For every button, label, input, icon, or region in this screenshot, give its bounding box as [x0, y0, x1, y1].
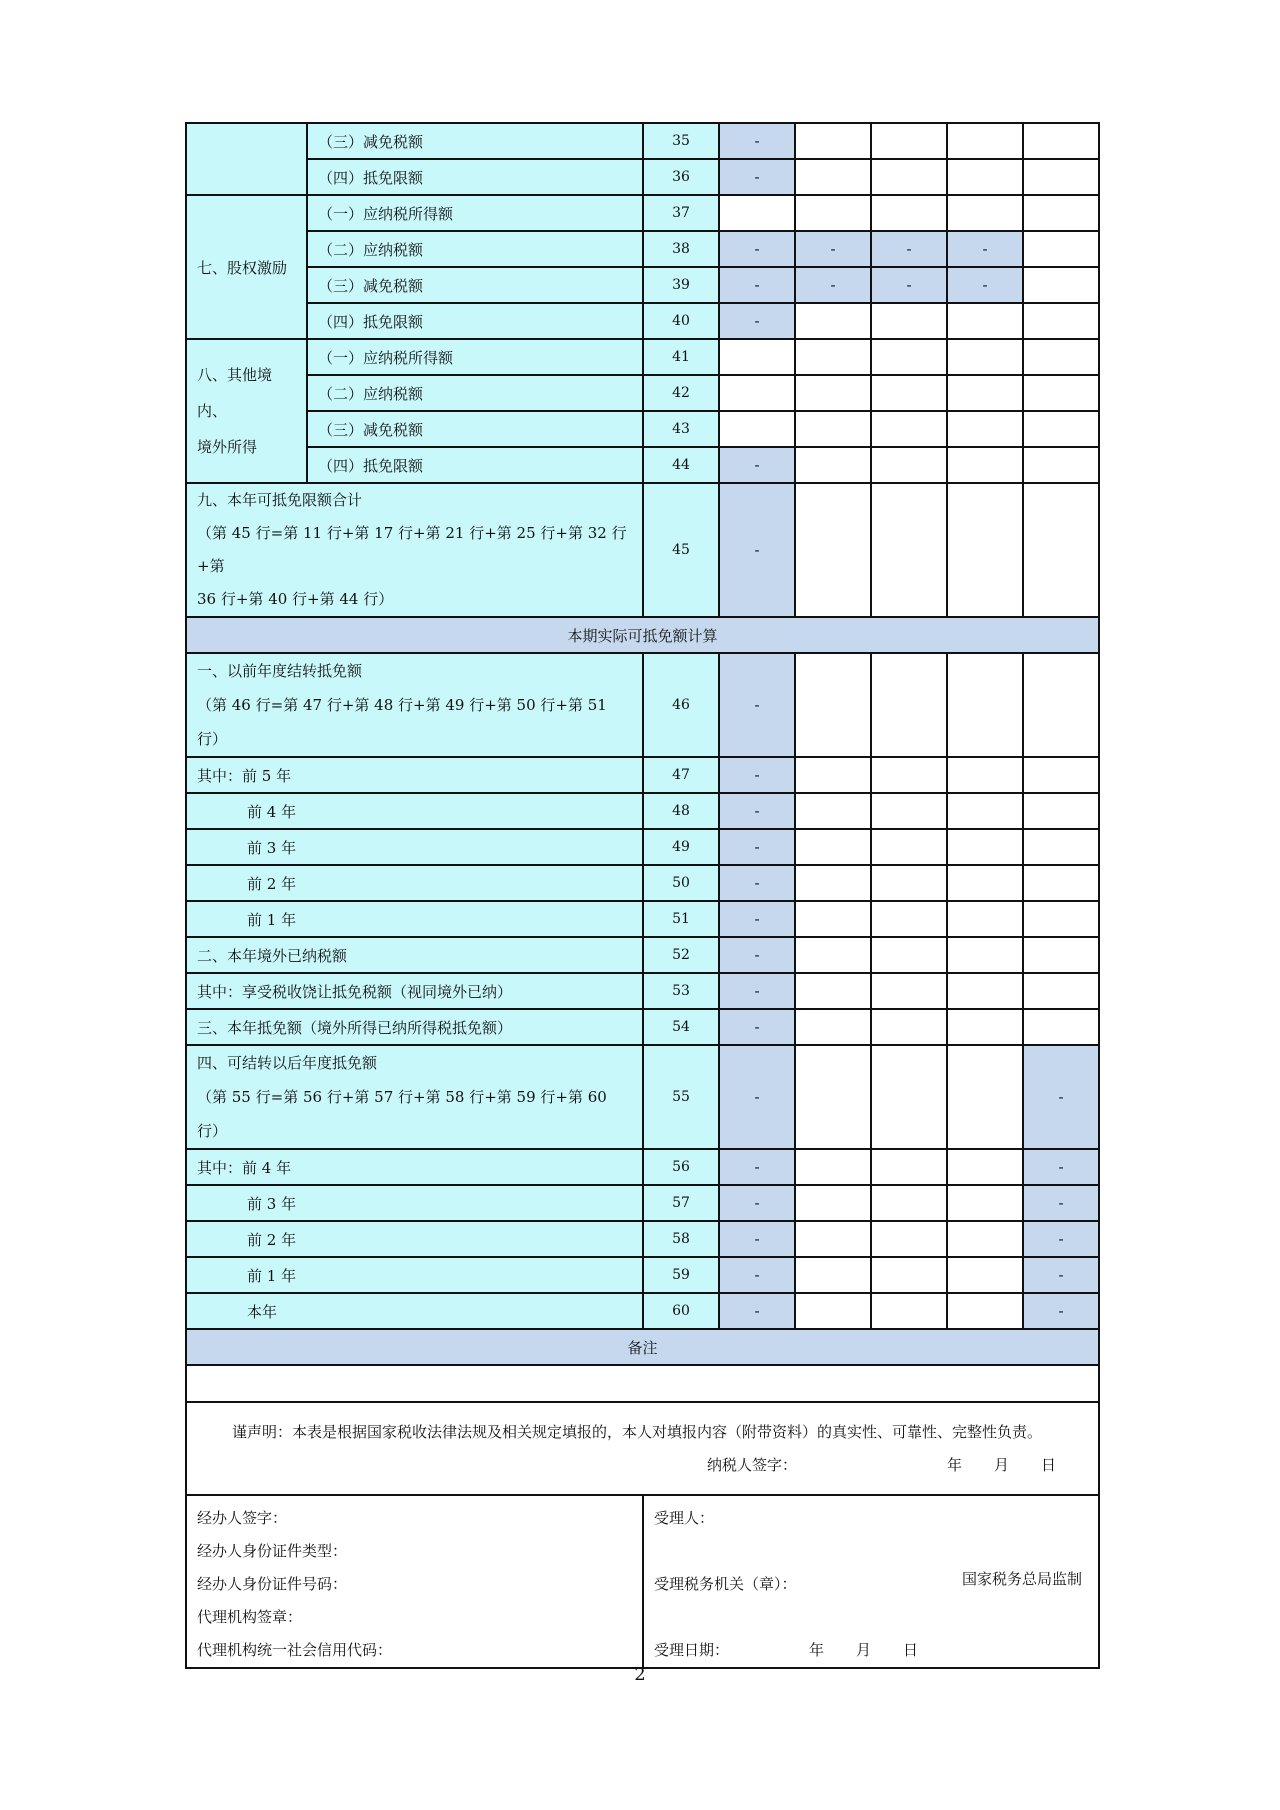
row-number: 53	[643, 973, 719, 1009]
table-row	[186, 339, 1099, 375]
table-row	[186, 1149, 1099, 1185]
input-cell[interactable]	[871, 901, 947, 937]
input-cell[interactable]	[795, 865, 871, 901]
table-row	[186, 937, 1099, 973]
row-number: 58	[643, 1221, 719, 1257]
input-cell[interactable]	[947, 1045, 1023, 1149]
row-number: 55	[643, 1045, 719, 1149]
disabled-cell: -	[1023, 1185, 1099, 1221]
row-number: 36	[643, 159, 719, 195]
input-cell[interactable]	[871, 195, 947, 231]
item-label-line: （第 46 行=第 47 行+第 48 行+第 49 行+第 50 行+第 51 行）	[197, 696, 607, 748]
page-number: 2	[634, 1664, 646, 1685]
input-cell[interactable]	[871, 339, 947, 375]
input-cell[interactable]	[1023, 267, 1099, 303]
input-cell[interactable]	[871, 653, 947, 757]
input-cell[interactable]	[1023, 865, 1099, 901]
day-label: 日	[1041, 1456, 1057, 1474]
item-label-line: 36 行+第 40 行+第 44 行）	[197, 590, 394, 608]
day-label: 日	[903, 1641, 919, 1659]
input-cell[interactable]	[871, 411, 947, 447]
item-label: 前 1 年	[186, 1257, 643, 1293]
item-label: 前 2 年	[186, 865, 643, 901]
input-cell[interactable]	[947, 973, 1023, 1009]
table-row	[186, 231, 1099, 267]
input-cell[interactable]	[795, 901, 871, 937]
input-cell[interactable]	[947, 339, 1023, 375]
item-label: 前 3 年	[186, 1185, 643, 1221]
row-number: 43	[643, 411, 719, 447]
input-cell[interactable]	[947, 653, 1023, 757]
input-cell[interactable]	[947, 303, 1023, 339]
item-label: 其中：享受税收饶让抵免税额（视同境外已纳）	[186, 973, 643, 1009]
input-cell[interactable]	[871, 937, 947, 973]
disabled-cell: -	[719, 447, 795, 483]
input-cell[interactable]	[719, 195, 795, 231]
input-cell[interactable]	[871, 1185, 947, 1221]
input-cell[interactable]	[871, 1293, 947, 1329]
disabled-cell: -	[719, 483, 795, 617]
disabled-cell: -	[719, 1009, 795, 1045]
input-cell[interactable]	[795, 159, 871, 195]
table-row	[186, 447, 1099, 483]
input-cell[interactable]	[947, 1149, 1023, 1185]
input-cell[interactable]	[947, 1185, 1023, 1221]
declaration-block	[186, 1402, 1099, 1495]
input-cell[interactable]	[947, 375, 1023, 411]
input-cell[interactable]	[871, 1149, 947, 1185]
disabled-cell: -	[719, 829, 795, 865]
input-cell[interactable]	[1023, 195, 1099, 231]
input-cell[interactable]	[795, 1185, 871, 1221]
disabled-cell: -	[719, 1149, 795, 1185]
input-cell[interactable]	[871, 159, 947, 195]
row-number: 37	[643, 195, 719, 231]
table-row	[186, 1009, 1099, 1045]
item-label: 三、本年抵免额（境外所得已纳所得税抵免额）	[186, 1009, 643, 1045]
input-cell[interactable]	[795, 829, 871, 865]
disabled-cell: -	[1023, 1149, 1099, 1185]
disabled-cell: -	[719, 757, 795, 793]
item-label: 前 4 年	[186, 793, 643, 829]
item-label: 本年	[186, 1293, 643, 1329]
item-label: （三）减免税额	[307, 267, 643, 303]
section-label	[186, 339, 307, 483]
input-cell[interactable]	[871, 1221, 947, 1257]
input-cell[interactable]	[719, 339, 795, 375]
table-row	[186, 617, 1099, 653]
input-cell[interactable]	[871, 1045, 947, 1149]
agent-sign-label: 经办人签字：	[197, 1509, 288, 1527]
remarks-input[interactable]	[186, 1365, 1099, 1402]
input-cell[interactable]	[871, 483, 947, 617]
input-cell[interactable]	[795, 1293, 871, 1329]
row-number: 38	[643, 231, 719, 267]
table-row	[186, 865, 1099, 901]
disabled-cell: -	[795, 231, 871, 267]
item-label: （二）应纳税额	[307, 231, 643, 267]
item-label-line: 九、本年可抵免限额合计	[197, 491, 363, 509]
disabled-cell: -	[871, 231, 947, 267]
item-label: 二、本年境外已纳税额	[186, 937, 643, 973]
agent-id-type-label: 经办人身份证件类型：	[197, 1542, 348, 1560]
row-number: 56	[643, 1149, 719, 1185]
table-row	[186, 123, 1099, 159]
row-number: 40	[643, 303, 719, 339]
input-cell[interactable]	[795, 937, 871, 973]
disabled-cell: -	[871, 267, 947, 303]
input-cell[interactable]	[795, 653, 871, 757]
month-label: 月	[856, 1641, 872, 1659]
input-cell[interactable]	[795, 123, 871, 159]
input-cell[interactable]	[871, 973, 947, 1009]
input-cell[interactable]	[871, 447, 947, 483]
input-cell[interactable]	[947, 447, 1023, 483]
input-cell[interactable]	[947, 195, 1023, 231]
input-cell[interactable]	[871, 303, 947, 339]
input-cell[interactable]	[795, 973, 871, 1009]
row-number: 41	[643, 339, 719, 375]
section-header: 本期实际可抵免额计算	[186, 617, 1099, 653]
receiver-date-label: 受理日期：	[654, 1641, 730, 1659]
tax-credit-form-table	[185, 122, 1100, 1669]
item-label-line: （第 45 行=第 11 行+第 17 行+第 21 行+第 25 行+第 32 行+第	[197, 524, 627, 575]
disabled-cell: -	[719, 267, 795, 303]
receiver-date-row	[654, 1634, 1088, 1667]
input-cell[interactable]	[947, 901, 1023, 937]
disabled-cell: -	[719, 1257, 795, 1293]
disabled-cell: -	[719, 793, 795, 829]
input-cell[interactable]	[947, 865, 1023, 901]
input-cell[interactable]	[1023, 653, 1099, 757]
item-label: （四）抵免限额	[307, 159, 643, 195]
row-number: 52	[643, 937, 719, 973]
input-cell[interactable]	[795, 757, 871, 793]
input-cell[interactable]	[719, 411, 795, 447]
disabled-cell: -	[719, 303, 795, 339]
item-label: 前 2 年	[186, 1221, 643, 1257]
input-cell[interactable]	[871, 829, 947, 865]
input-cell[interactable]	[1023, 231, 1099, 267]
input-cell[interactable]	[795, 339, 871, 375]
item-label-line: 一、以前年度结转抵免额	[197, 662, 363, 680]
input-cell[interactable]	[795, 1221, 871, 1257]
table-row	[186, 483, 1099, 617]
disabled-cell: -	[947, 231, 1023, 267]
table-row	[186, 303, 1099, 339]
input-cell[interactable]	[947, 1221, 1023, 1257]
input-cell[interactable]	[871, 375, 947, 411]
row-number: 46	[643, 653, 719, 757]
item-label: （三）减免税额	[307, 123, 643, 159]
table-row	[186, 1329, 1099, 1365]
row-number: 39	[643, 267, 719, 303]
input-cell[interactable]	[871, 757, 947, 793]
table-row	[186, 973, 1099, 1009]
disabled-cell: -	[719, 901, 795, 937]
input-cell[interactable]	[947, 829, 1023, 865]
table-row	[186, 653, 1099, 757]
table-row	[186, 1402, 1099, 1495]
input-cell[interactable]	[795, 195, 871, 231]
row-number: 51	[643, 901, 719, 937]
input-cell[interactable]	[1023, 159, 1099, 195]
input-cell[interactable]	[947, 757, 1023, 793]
row-number: 54	[643, 1009, 719, 1045]
item-label: （四）抵免限额	[307, 303, 643, 339]
table-row	[186, 1293, 1099, 1329]
disabled-cell: -	[719, 231, 795, 267]
footer-note: 国家税务总局监制	[962, 1570, 1083, 1588]
input-cell[interactable]	[795, 411, 871, 447]
input-cell[interactable]	[795, 375, 871, 411]
input-cell[interactable]	[871, 1009, 947, 1045]
input-cell[interactable]	[795, 1009, 871, 1045]
input-cell[interactable]	[1023, 757, 1099, 793]
input-cell[interactable]	[947, 1293, 1023, 1329]
input-cell[interactable]	[1023, 339, 1099, 375]
table-row	[186, 375, 1099, 411]
item-label: 前 1 年	[186, 901, 643, 937]
input-cell[interactable]	[795, 447, 871, 483]
year-label: 年	[947, 1456, 963, 1474]
input-cell[interactable]	[719, 375, 795, 411]
disabled-cell: -	[719, 937, 795, 973]
input-cell[interactable]	[1023, 483, 1099, 617]
item-label: （三）减免税额	[307, 411, 643, 447]
table-row	[186, 757, 1099, 793]
input-cell[interactable]	[1023, 829, 1099, 865]
input-cell[interactable]	[871, 123, 947, 159]
input-cell[interactable]	[947, 483, 1023, 617]
table-row	[186, 1257, 1099, 1293]
agent-org-code-label: 代理机构统一社会信用代码：	[197, 1641, 393, 1659]
input-cell[interactable]	[947, 159, 1023, 195]
input-cell[interactable]	[947, 1009, 1023, 1045]
input-cell[interactable]	[1023, 303, 1099, 339]
input-cell[interactable]	[1023, 447, 1099, 483]
table-row	[186, 829, 1099, 865]
input-cell[interactable]	[871, 865, 947, 901]
row-number: 35	[643, 123, 719, 159]
input-cell[interactable]	[947, 793, 1023, 829]
item-label: （二）应纳税额	[307, 375, 643, 411]
input-cell[interactable]	[871, 1257, 947, 1293]
input-cell[interactable]	[1023, 375, 1099, 411]
disabled-cell: -	[719, 653, 795, 757]
item-label: 前 3 年	[186, 829, 643, 865]
table-row	[186, 411, 1099, 447]
item-label-line: （第 55 行=第 56 行+第 57 行+第 58 行+第 59 行+第 60 行）	[197, 1088, 607, 1140]
item-label: 其中：前 4 年	[186, 1149, 643, 1185]
remarks-header: 备注	[186, 1329, 1099, 1365]
receiver-person-label: 受理人：	[654, 1509, 715, 1527]
disabled-cell: -	[719, 1293, 795, 1329]
table-row	[186, 793, 1099, 829]
month-label: 月	[994, 1456, 1010, 1474]
disabled-cell: -	[1023, 1221, 1099, 1257]
item-label-multiline	[186, 1045, 643, 1149]
input-cell[interactable]	[795, 483, 871, 617]
disabled-cell: -	[719, 1221, 795, 1257]
section-label: 七、股权激励	[186, 195, 307, 339]
input-cell[interactable]	[1023, 1009, 1099, 1045]
row-number: 47	[643, 757, 719, 793]
item-label: （一）应纳税所得额	[307, 339, 643, 375]
receiver-office-label: 受理税务机关（章）：	[654, 1575, 797, 1593]
disabled-cell: -	[719, 973, 795, 1009]
input-cell[interactable]	[947, 123, 1023, 159]
disabled-cell: -	[1023, 1045, 1099, 1149]
agent-org-seal-label: 代理机构签章：	[197, 1608, 303, 1626]
input-cell[interactable]	[795, 1045, 871, 1149]
declaration-statement: 谨声明：本表是根据国家税收法律法规及相关规定填报的，本人对填报内容（附带资料）的真实性、可靠性、完整性负责。	[232, 1423, 1043, 1441]
table-row	[186, 1185, 1099, 1221]
table-row	[186, 901, 1099, 937]
disabled-cell: -	[719, 123, 795, 159]
row-number: 59	[643, 1257, 719, 1293]
disabled-cell: -	[1023, 1293, 1099, 1329]
disabled-cell: -	[947, 267, 1023, 303]
table-row	[186, 1365, 1099, 1402]
input-cell[interactable]	[1023, 793, 1099, 829]
disabled-cell: -	[1023, 1257, 1099, 1293]
row-number: 49	[643, 829, 719, 865]
row-number: 44	[643, 447, 719, 483]
input-cell[interactable]	[947, 1257, 1023, 1293]
agent-id-no-label: 经办人身份证件号码：	[197, 1575, 348, 1593]
item-label-multiline	[186, 653, 643, 757]
row-number: 48	[643, 793, 719, 829]
disabled-cell: -	[719, 1185, 795, 1221]
table-row	[186, 1221, 1099, 1257]
input-cell[interactable]	[795, 303, 871, 339]
item-label: （四）抵免限额	[307, 447, 643, 483]
item-label-multiline	[186, 483, 643, 617]
item-label-line: 四、可结转以后年度抵免额	[197, 1054, 378, 1072]
input-cell[interactable]	[871, 793, 947, 829]
table-row	[186, 267, 1099, 303]
year-label: 年	[809, 1641, 825, 1659]
agent-block	[186, 1495, 643, 1668]
item-label: 其中：前 5 年	[186, 757, 643, 793]
input-cell[interactable]	[795, 1257, 871, 1293]
input-cell[interactable]	[1023, 123, 1099, 159]
disabled-cell: -	[719, 1045, 795, 1149]
disabled-cell: -	[719, 159, 795, 195]
input-cell[interactable]	[947, 937, 1023, 973]
disabled-cell: -	[795, 267, 871, 303]
row-number: 50	[643, 865, 719, 901]
row-number: 60	[643, 1293, 719, 1329]
input-cell[interactable]	[795, 793, 871, 829]
row-number: 45	[643, 483, 719, 617]
section-label-line: 八、其他境内、	[197, 366, 273, 420]
input-cell[interactable]	[947, 411, 1023, 447]
section-label-line: 境外所得	[197, 438, 258, 456]
table-row	[186, 159, 1099, 195]
row-number: 57	[643, 1185, 719, 1221]
item-label: （一）应纳税所得额	[307, 195, 643, 231]
taxpayer-signature-label: 纳税人签字：	[707, 1456, 798, 1474]
table-row	[186, 1045, 1099, 1149]
disabled-cell: -	[719, 865, 795, 901]
input-cell[interactable]	[1023, 973, 1099, 1009]
row-number: 42	[643, 375, 719, 411]
table-row	[186, 195, 1099, 231]
section-label-continued	[186, 123, 307, 195]
input-cell[interactable]	[1023, 937, 1099, 973]
input-cell[interactable]	[795, 1149, 871, 1185]
input-cell[interactable]	[1023, 901, 1099, 937]
input-cell[interactable]	[1023, 411, 1099, 447]
